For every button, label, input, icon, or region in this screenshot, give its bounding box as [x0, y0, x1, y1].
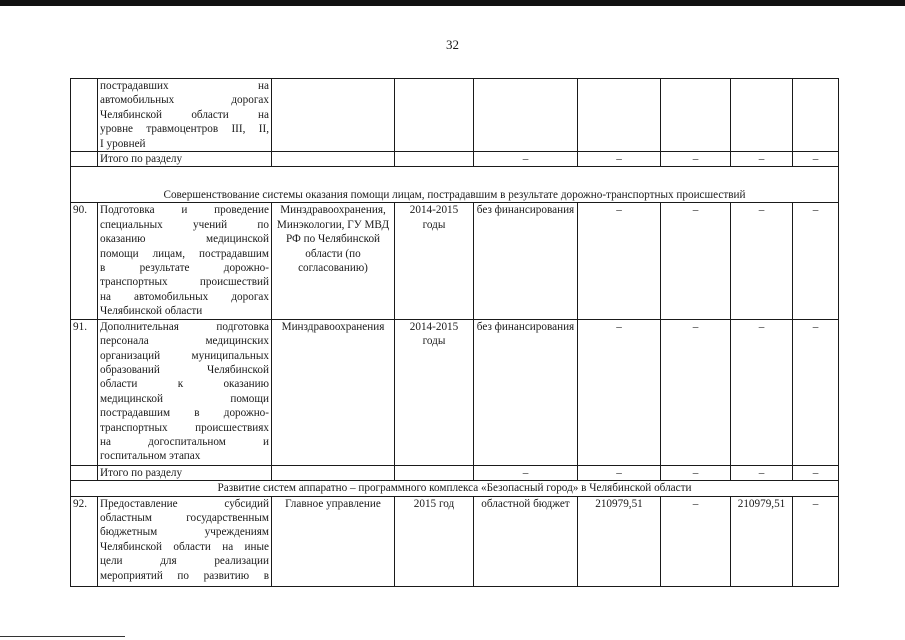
row-executor: Минздравоохранения, Минэкологии, ГУ МВД РФ по Челябинской области (по согласованию) — [272, 203, 395, 319]
table-row-91 — [71, 319, 839, 465]
row-funding-source: без финансирования — [474, 203, 578, 319]
table-row-92 — [71, 496, 839, 586]
row-amount: – — [793, 203, 839, 319]
total-dash: – — [578, 465, 661, 480]
row-funding-source: без финансирования — [474, 319, 578, 465]
row-period: 2014-2015 годы — [395, 319, 474, 465]
row-number: 91. — [71, 319, 98, 465]
row-amount: – — [793, 319, 839, 465]
row-amount-total: 210979,51 — [578, 496, 661, 586]
section-title-row — [71, 167, 839, 203]
page-number: 32 — [446, 37, 459, 52]
row-amount: 210979,51 — [731, 496, 793, 586]
continuation-description: пострадавших на автомобильных дорогах Челябинской области на уровне травмоцентров III, II, I уровней — [98, 79, 272, 152]
row-amount: – — [661, 319, 731, 465]
row-executor: Главное управление — [272, 496, 395, 586]
row-period: 2015 год — [395, 496, 474, 586]
row-description: Подготовка и проведение специальных учений по оказанию медицинской помощи лицам, пострадавшим в результате дорожно- транспортных происшествий на автомобильных дорогах Челябинской области — [98, 203, 272, 319]
total-dash: – — [793, 465, 839, 480]
row-amount: – — [731, 203, 793, 319]
total-dash: – — [661, 152, 731, 167]
total-dash: – — [793, 152, 839, 167]
top-scan-edge — [0, 0, 905, 6]
row-amount: – — [731, 319, 793, 465]
section-title-row — [71, 481, 839, 496]
row-amount: – — [793, 496, 839, 586]
section-total-row — [71, 152, 839, 167]
total-dash: – — [661, 465, 731, 480]
section-title: Совершенствование системы оказания помощи лицам, пострадавшим в результате дорожно-транспортных происшествий — [71, 167, 839, 203]
total-dash: – — [578, 152, 661, 167]
footnote-rule — [0, 636, 125, 637]
total-label: Итого по разделу — [98, 465, 272, 480]
row-amount: – — [661, 203, 731, 319]
program-table — [70, 78, 839, 587]
section-total-row — [71, 465, 839, 480]
section-title: Развитие систем аппаратно – программного комплекса «Безопасный город» в Челябинской области — [71, 481, 839, 496]
row-executor: Минздравоохранения — [272, 319, 395, 465]
continuation-row — [71, 79, 839, 152]
table-row-90 — [71, 203, 839, 319]
total-dash: – — [731, 465, 793, 480]
row-description: Предоставление субсидий областным государственным бюджетным учреждениям Челябинской области на иные цели для реализации мероприятий по развитию в — [98, 496, 272, 586]
row-description: Дополнительная подготовка персонала медицинских организаций муниципальных образований Челябинской области к оказанию медицинской помощи пострадавшим в дорожно- транспортных происшествиях на догоспитальном и госпитальном этапах — [98, 319, 272, 465]
total-dash: – — [731, 152, 793, 167]
total-label: Итого по разделу — [98, 152, 272, 167]
row-amount: – — [661, 496, 731, 586]
total-dash: – — [474, 465, 578, 480]
row-amount: – — [578, 319, 661, 465]
row-amount: – — [578, 203, 661, 319]
row-number: 92. — [71, 496, 98, 586]
row-funding-source: областной бюджет — [474, 496, 578, 586]
row-number: 90. — [71, 203, 98, 319]
total-dash: – — [474, 152, 578, 167]
row-period: 2014-2015 годы — [395, 203, 474, 319]
